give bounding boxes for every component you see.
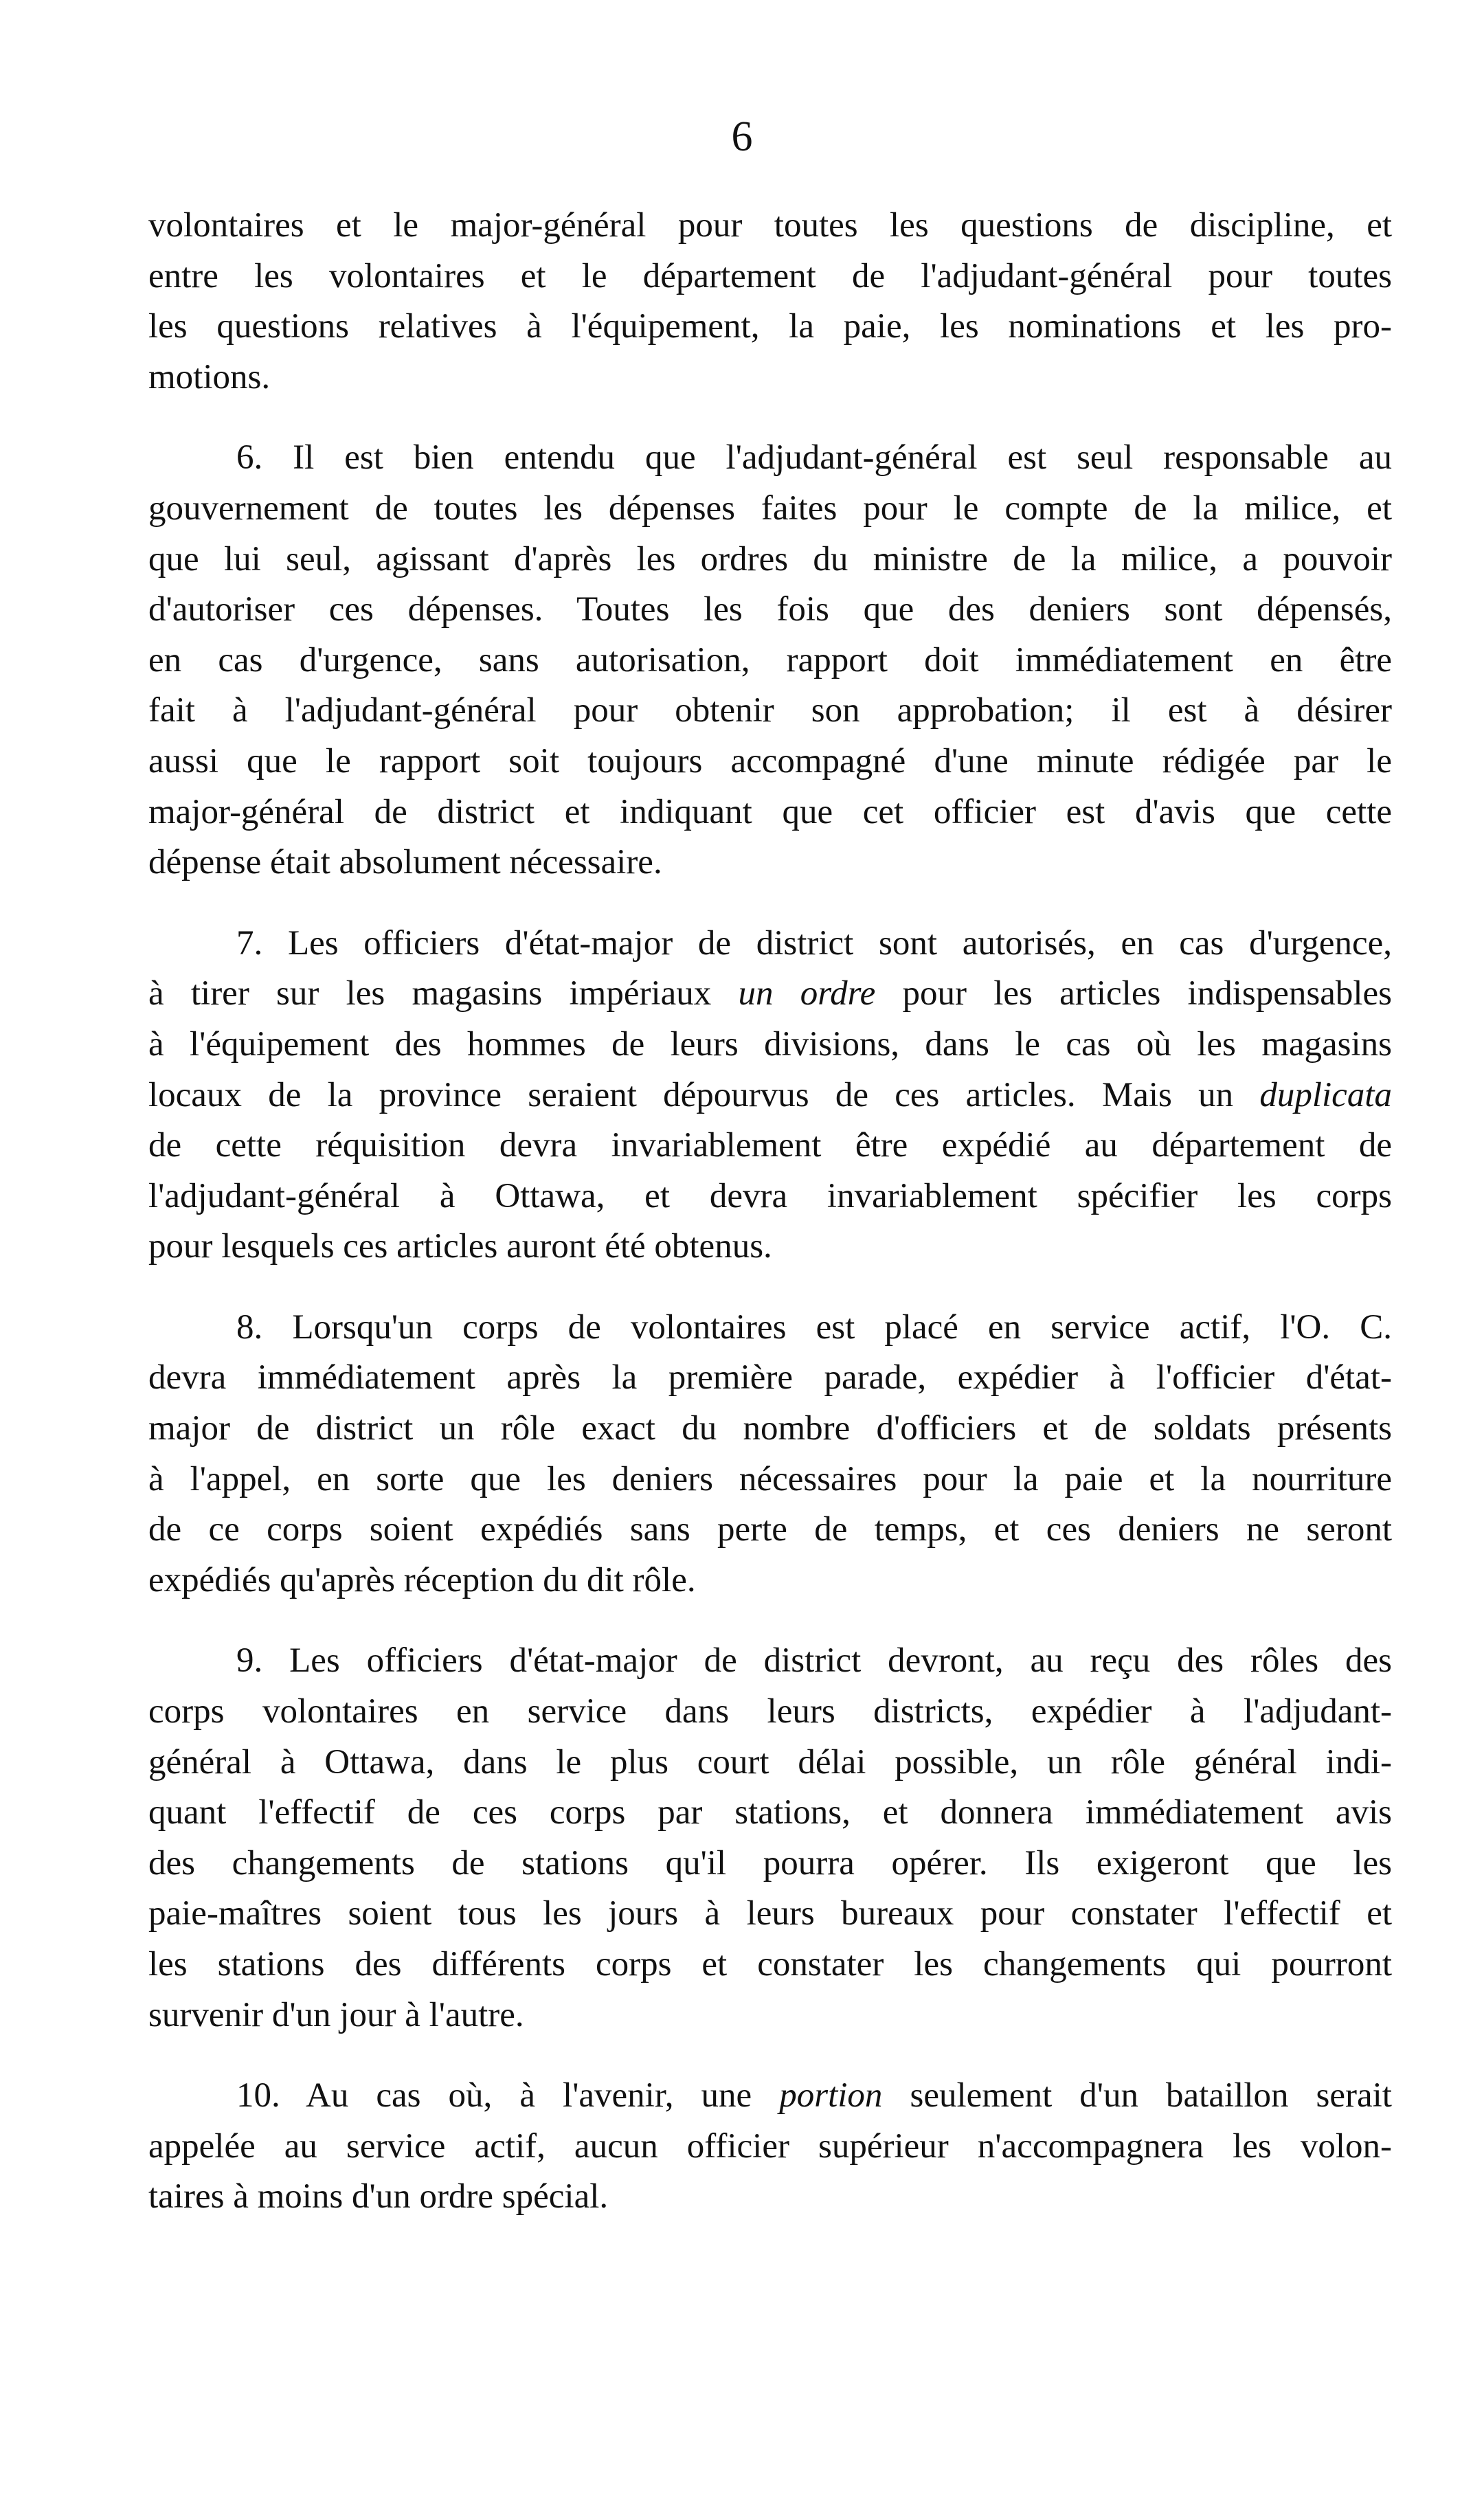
text-line: à l'appel, en sorte que les deniers nécessaires pour la paie et la nourriture (148, 1459, 1392, 1498)
text-line: 6. Il est bien entendu que l'adjudant-général est seul responsable au (236, 438, 1392, 478)
text-line: dépense était absolument nécessaire. (148, 843, 662, 882)
text-line: fait à l'adjudant-général pour obtenir son approbation; il est à désirer (148, 691, 1392, 730)
text-line: expédiés qu'après réception du dit rôle. (148, 1560, 696, 1599)
text-line-mixed (148, 2071, 1392, 2122)
text-line: survenir d'un jour à l'autre. (148, 1995, 524, 2034)
text-segment: pour les articles indispensables (875, 974, 1393, 1013)
text-line: de ce corps soient expédiés sans perte de temps, et ces deniers ne seront (148, 1510, 1392, 1549)
italic-phrase: duplicata (1259, 1075, 1392, 1114)
text-line: que lui seul, agissant d'après les ordres du ministre de la milice, a pouvoir (148, 539, 1392, 578)
text-segment: locaux de la province seraient dépourvus de ces articles. Mais un (148, 1075, 1260, 1114)
text-line: corps volontaires en service dans leurs districts, expédier à l'adjudant- (148, 1692, 1392, 1731)
text-line: à l'équipement des hommes de leurs divisions, dans le cas où les magasins (148, 1024, 1392, 1064)
text-line: devra immédiatement après la première parade, expédier à l'officier d'état- (148, 1358, 1392, 1397)
text-line: major-général de district et indiquant que cet officier est d'avis que cette (148, 792, 1392, 831)
text-line: major de district un rôle exact du nombre d'officiers et de soldats présents (148, 1409, 1392, 1448)
text-segment: 10. Au cas où, à l'avenir, une (236, 2076, 780, 2115)
text-line: pour lesquels ces articles auront été obtenus. (148, 1227, 772, 1266)
text-line: 9. Les officiers d'état-major de district devront, au reçu des rôles des (236, 1641, 1392, 1681)
text-line-mixed (148, 1070, 1392, 1121)
document-body (148, 201, 1392, 2223)
italic-phrase: un ordre (738, 974, 876, 1013)
text-line: en cas d'urgence, sans autorisation, rapport doit immédiatement en être (148, 640, 1392, 679)
paragraph-6 (148, 433, 1392, 888)
text-line: de cette réquisition devra invariablement être expédié au département de (148, 1126, 1392, 1165)
text-line: aussi que le rapport soit toujours accompagné d'une minute rédigée par le (148, 741, 1392, 780)
text-line: des changements de stations qu'il pourra opérer. Ils exigeront que les (148, 1843, 1392, 1883)
text-segment: à tirer sur les magasins impériaux (148, 974, 739, 1013)
text-line: gouvernement de toutes les dépenses faites pour le compte de la milice, et (148, 488, 1392, 528)
text-line: 7. Les officiers d'état-major de district sont autorisés, en cas d'urgence, (236, 923, 1392, 963)
text-segment: seulement d'un bataillon serait (882, 2076, 1392, 2115)
page-number: 6 (731, 113, 753, 160)
text-line: appelée au service actif, aucun officier supérieur n'accompagnera les volon- (148, 2126, 1392, 2166)
text-line: général à Ottawa, dans le plus court délai possible, un rôle général indi- (148, 1742, 1392, 1782)
paragraph-10 (148, 2071, 1392, 2223)
text-line: volontaires et le major-général pour toutes les questions de discipline, et (148, 206, 1392, 245)
text-line: d'autoriser ces dépenses. Toutes les fois que des deniers sont dépensés, (148, 590, 1392, 629)
text-line: 8. Lorsqu'un corps de volontaires est placé en service actif, l'O. C. (236, 1307, 1392, 1347)
text-line: paie-maîtres soient tous les jours à leurs bureaux pour constater l'effectif et (148, 1894, 1392, 1933)
paragraph-continuation (148, 201, 1392, 403)
paragraph-9 (148, 1636, 1392, 2041)
paragraph-8 (148, 1303, 1392, 1606)
text-line: l'adjudant-général à Ottawa, et devra invariablement spécifier les corps (148, 1176, 1392, 1215)
text-line: taires à moins d'un ordre spécial. (148, 2177, 609, 2216)
text-line: entre les volontaires et le département de l'adjudant-général pour toutes (148, 256, 1392, 295)
text-line: motions. (148, 357, 271, 396)
paragraph-7 (148, 919, 1392, 1272)
italic-phrase: portion (779, 2076, 883, 2115)
text-line: quant l'effectif de ces corps par stations, et donnera immédiatement avis (148, 1793, 1392, 1832)
text-line: les questions relatives à l'équipement, la paie, les nominations et les pro- (148, 307, 1392, 346)
text-line: les stations des différents corps et constater les changements qui pourront (148, 1945, 1392, 1984)
text-line-mixed (148, 969, 1392, 1020)
